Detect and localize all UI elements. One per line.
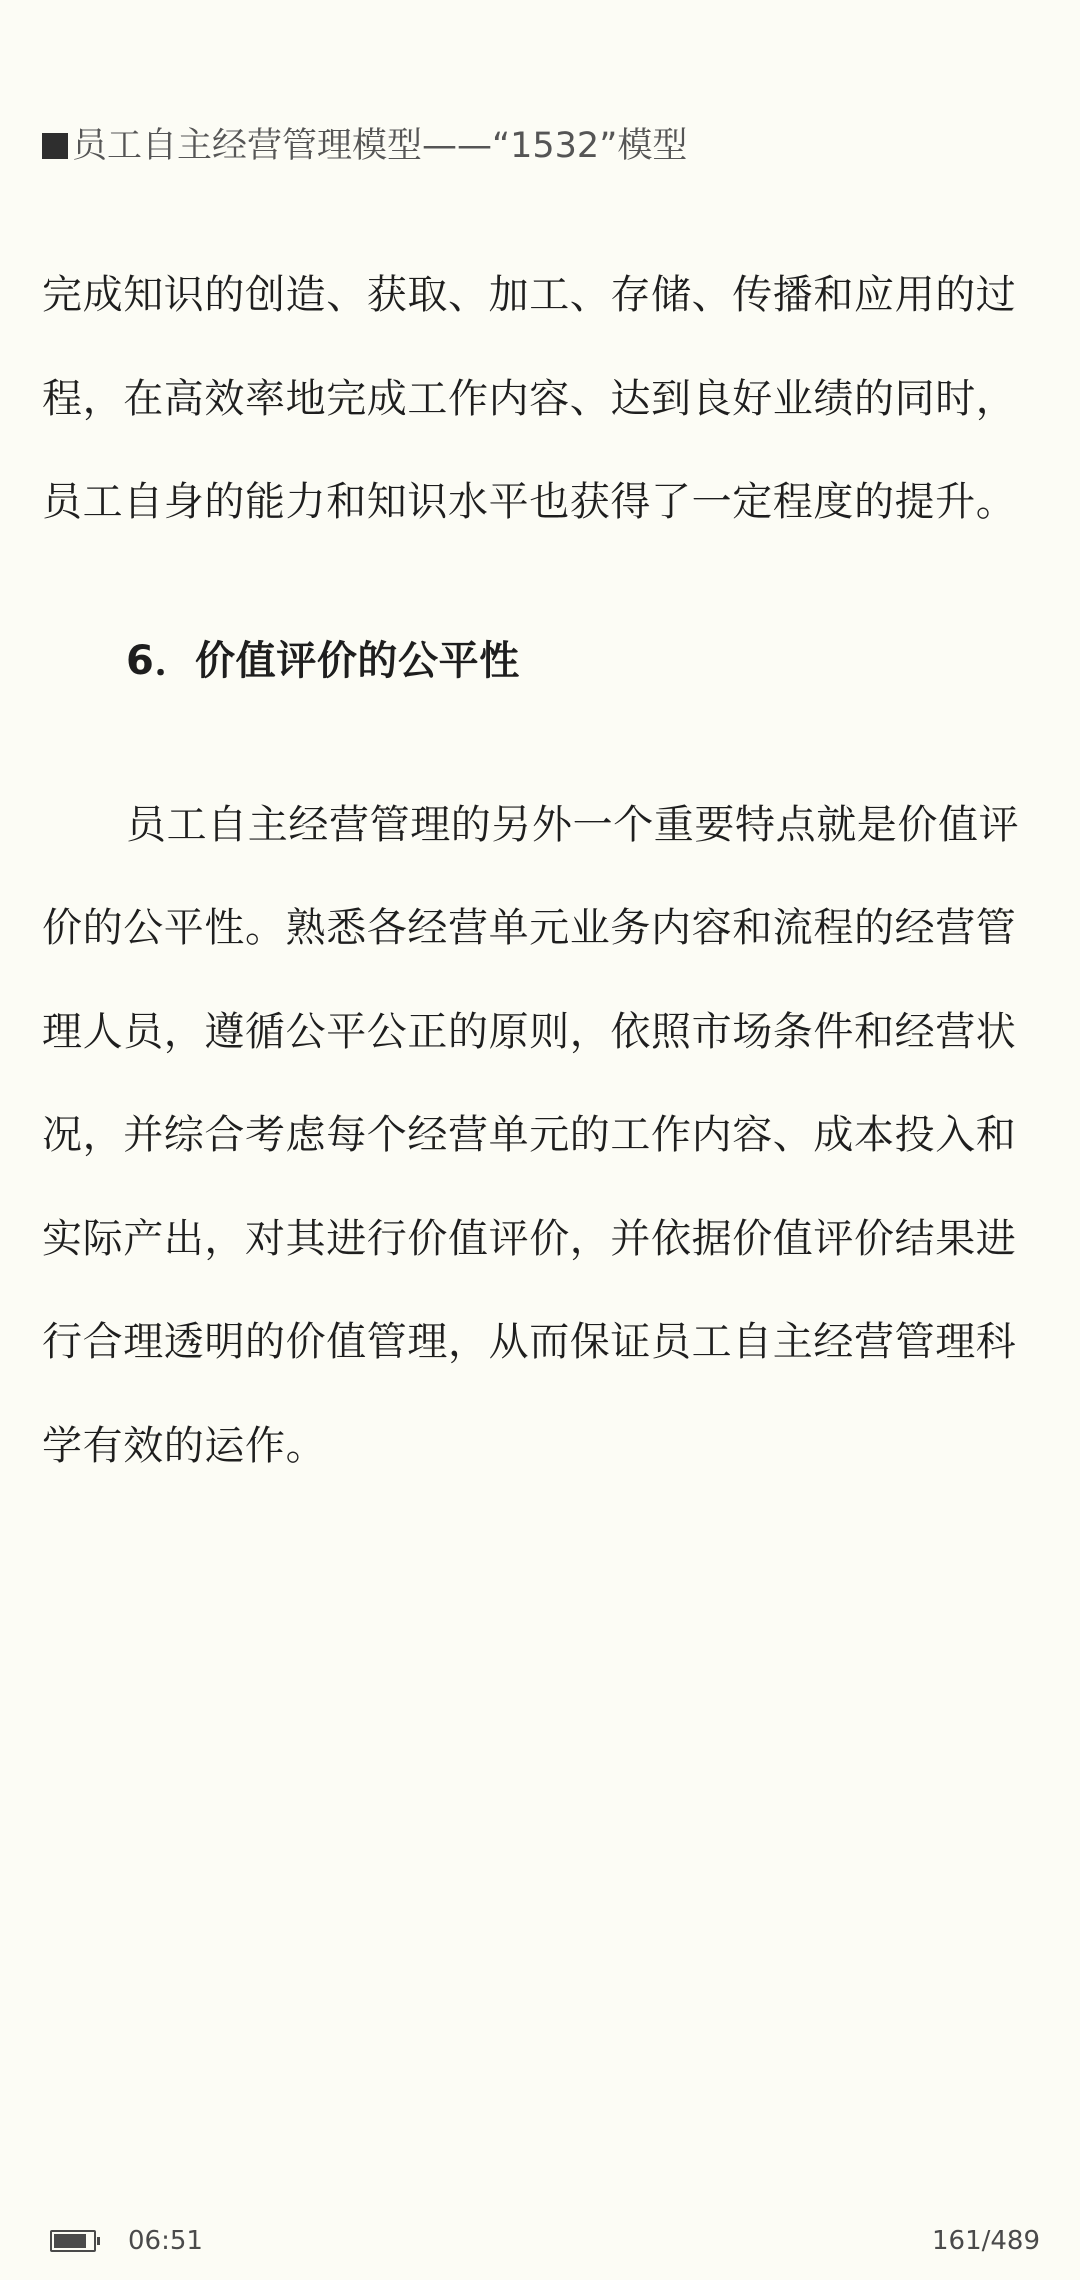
paragraph-2 <box>42 774 1038 1499</box>
paragraph-1 <box>42 244 1038 555</box>
text-line: 价的公平性。熟悉各经营单元业务内容和流程的经营管 <box>42 905 1017 951</box>
text-line: 员工自主经营管理的另外一个重要特点就是价值评 <box>126 801 1020 848</box>
square-bullet-icon <box>42 133 68 159</box>
text-line: 程，在高效率地完成工作内容、达到良好业绩的同时， <box>42 375 1017 422</box>
text-line: 学有效的运作。 <box>42 1422 327 1469</box>
text-line: 理人员，遵循公平公正的原则，依照市场条件和经营状 <box>42 1008 1017 1055</box>
chapter-title-text: 员工自主经营管理模型——“1532”模型 <box>72 126 688 166</box>
reader-content[interactable] <box>42 244 1038 1498</box>
text-line: 完成知识的创造、获取、加工、存储、传播和应用的过 <box>42 272 1017 318</box>
text-line: 员工自身的能力和知识水平也获得了一定程度的提升。 <box>42 479 1017 525</box>
battery-icon <box>50 2230 96 2252</box>
chapter-title <box>42 122 687 170</box>
text-line: 况，并综合考虑每个经营单元的工作内容、成本投入和 <box>42 1112 1017 1158</box>
page-progress: 161/489 <box>931 2226 1040 2256</box>
section-heading: 6．价值评价的公平性 <box>126 637 520 684</box>
clock-time: 06:51 <box>128 2226 203 2256</box>
battery-level <box>54 2234 86 2248</box>
text-line: 行合理透明的价值管理，从而保证员工自主经营管理科 <box>42 1319 1017 1365</box>
text-line: 实际产出，对其进行价值评价，并依据价值评价结果进 <box>42 1215 1017 1262</box>
reader-footer <box>0 2216 1080 2272</box>
